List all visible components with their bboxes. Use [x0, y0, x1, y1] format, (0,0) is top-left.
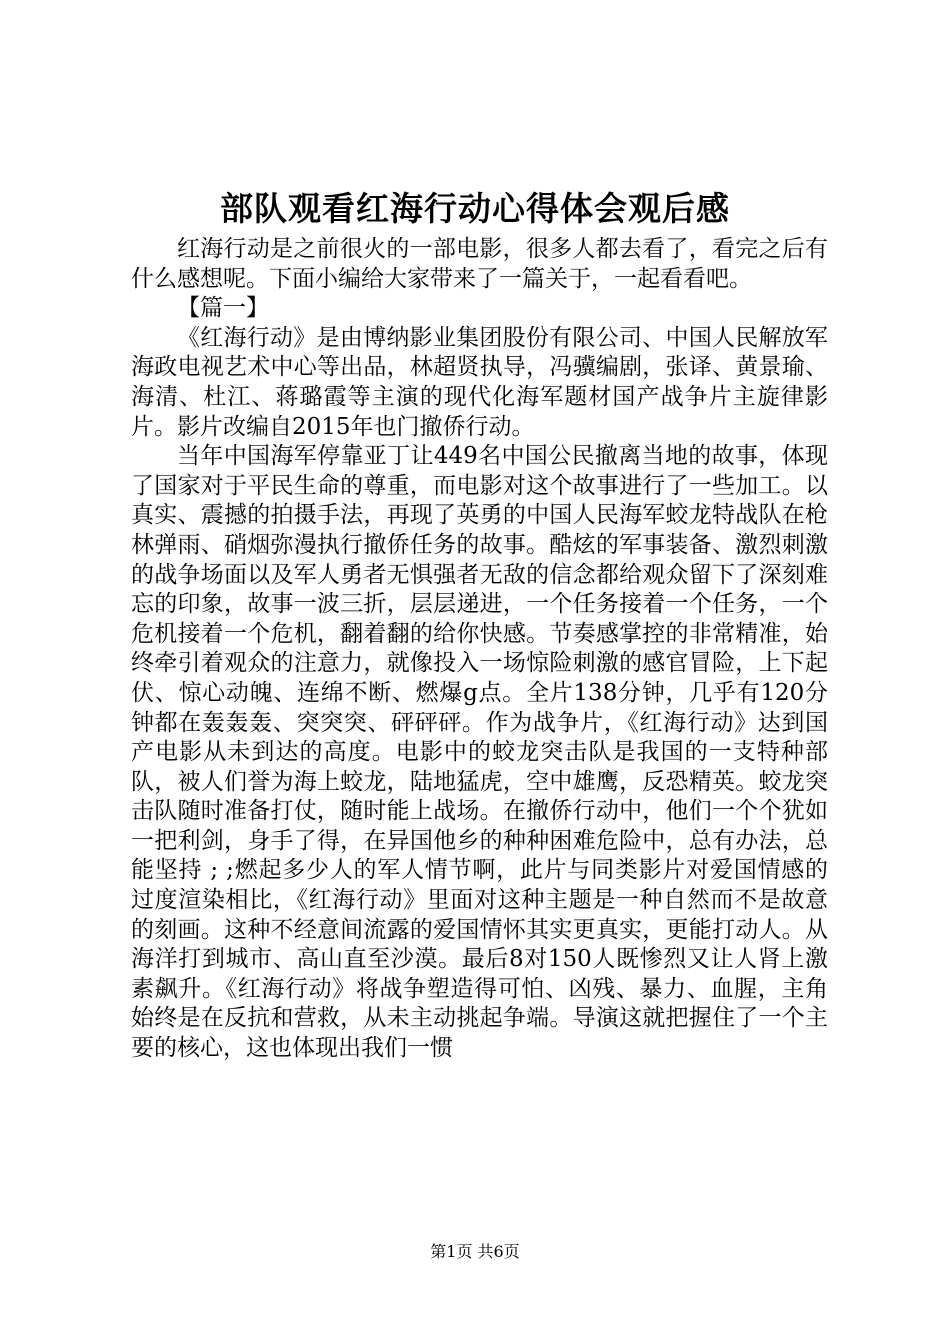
document-body: [131, 235, 828, 1064]
body-paragraph-2: 当年中国海军停靠亚丁让449名中国公民撤离当地的故事，体现了国家对于平民生命的尊重，而电影对这个故事进行了一些加工。以真实、震撼的拍摄手法，再现了英勇的中国人民海军蛟龙特战队在枪林弹雨、硝烟弥漫执行撤侨任务的故事。酷炫的军事装备、激烈刺激的战争场面以及军人勇者无惧强者无敌的信念都给观众留下了深刻难忘的印象，故事一波三折，层层递进，一个任务接着一个任务，一个危机接着一个危机，翻着翻的给你快感。节奏感掌控的非常精准，始终牵引着观众的注意力，就像投入一场惊险刺激的感官冒险，上下起伏、惊心动魄、连绵不断、燃爆g点。全片138分钟，几乎有120分钟都在轰轰轰、突突突、砰砰砰。作为战争片，《红海行动》达到国产电影从未到达的高度。电影中的蛟龙突击队是我国的一支特种部队，被人们誉为海上蛟龙，陆地猛虎，空中雄鹰，反恐精英。蛟龙突击队随时准备打仗，随时能上战场。在撤侨行动中，他们一个个犹如一把利剑，身手了得，在异国他乡的种种困难危险中，总有办法，总能坚持 ; ;燃起多少人的军人情节啊，此片与同类影片对爱国情感的过度渲染相比，《红海行动》里面对这种主题是一种自然而不是故意的刻画。这种不经意间流露的爱国情怀其实更真实，更能打动人。从海洋打到城市、高山直至沙漠。最后8对150人既惨烈又让人肾上激素飙升。《红海行动》将战争塑造得可怕、凶残、暴力、血腥，主角始终是在反抗和营救，从未主动挑起争端。导演这就把握住了一个主要的核心，这也体现出我们一惯: [131, 443, 828, 1062]
intro-paragraph: 红海行动是之前很火的一部电影，很多人都去看了，看完之后有什么感想呢。下面小编给大家带来了一篇关于，一起看看吧。: [131, 236, 828, 292]
page-footer: 第1页 共6页: [430, 1242, 520, 1261]
body-paragraph-1: 《红海行动》是由博纳影业集团股份有限公司、中国人民解放军海政电视艺术中心等出品，林超贤执导，冯骥编剧，张译、黄景瑜、海清、杜江、蒋璐霞等主演的现代化海军题材国产战争片主旋律影片。影片改编自2015年也门撤侨行动。: [131, 324, 828, 440]
document-title: 部队观看红海行动心得体会观后感: [220, 189, 730, 228]
section-heading: 【篇一】: [177, 295, 269, 322]
